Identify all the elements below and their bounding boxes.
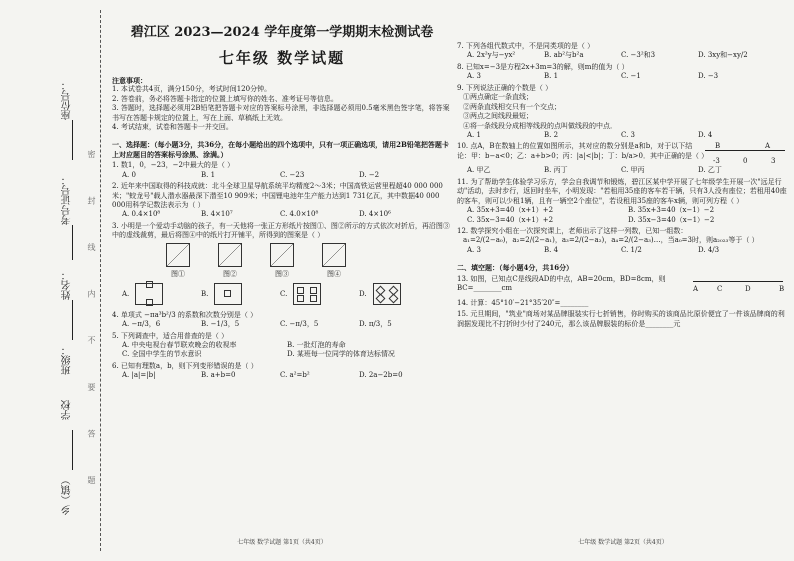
page-one	[112, 0, 452, 561]
option: D. 2a−2b=0	[359, 371, 403, 380]
question-12-options	[457, 246, 789, 255]
question-2: 2. 近年来中国取得的科技成就：北斗全球卫星导航系统平均精度2～3米；中国高铁运营里程超40 000 000米；"蛟龙号"载人潜水器最深下潜至10 909米；中国锂电池年生产能力达到1 731亿瓦，其中数据40 000 000用科学记数法表示为（ ）	[112, 182, 443, 210]
school-line	[72, 430, 73, 470]
question-11-options	[457, 206, 789, 225]
question-10-options	[457, 166, 789, 175]
question-15: 15. 元旦期间，"筑业"商场对某品牌服装实行七折销售，你时购买的该商品比原价便宜了一件该品牌商的利润据发现比不打折时少付了240元，那么该品牌服装的标价是________元	[457, 310, 785, 328]
option: C. 4.0×10⁸	[280, 210, 319, 219]
option: A. 1	[467, 130, 481, 139]
option	[201, 283, 280, 305]
figure-label: 图④	[327, 270, 341, 279]
segment-figure	[693, 275, 789, 297]
option: C. −π/3，5	[280, 320, 319, 329]
option: C. 3	[621, 130, 636, 139]
figure-label: 图①	[171, 270, 185, 279]
fold-figure	[308, 243, 360, 280]
option: C. 1/2	[621, 245, 642, 254]
page-two	[457, 0, 789, 561]
question-5: 5. 下列调查中，适合用普查的是（ ）	[112, 331, 229, 340]
exam-no-line	[72, 225, 73, 260]
option: B. 2	[544, 130, 559, 139]
question-13	[457, 275, 789, 297]
option: A. 2x²y与−yx²	[467, 51, 516, 60]
option: D. −3	[698, 72, 719, 81]
option: C. −23	[280, 170, 305, 179]
figure-label: 图③	[275, 270, 289, 279]
option: D. 某班每一位同学的体育达标情况	[287, 350, 395, 359]
question-12-formula: a₁=2/(2−a₀)，a₂=2/(2−a₁)，a₃=2/(2−a₂)，a₄=2/(2−a₃)…，当a₀=3时，则a₂₀₂₃等于（ ）	[463, 236, 759, 245]
note-item: 4. 考试结束，试卷和答题卡一并交回。	[112, 122, 233, 131]
question-7: 7. 下列各组代数式中，不是同类项的是（ ）	[457, 42, 595, 50]
exam-no-label: 考号证号：	[62, 175, 73, 225]
point-label: B	[715, 142, 721, 151]
option: B. 4×10⁷	[201, 210, 233, 219]
question-5-options	[112, 341, 452, 360]
question-11: 11. 为了帮助学生体验学习乐方，学会自我调节和锻炼，碧江区某中学开展了七年级学生开展一次"远足行动"活动，去时步行，返回时坐车，小明发现："若租用35座的客车若干辆，只有3人没有座位；若租用40座的客车，则可以少租1辆，且有一辆空2个座位"，若设租用35座的客车x辆，则可列方程（ ）	[457, 177, 787, 205]
option: D. 35x−3=40（x−1）−2	[628, 215, 715, 224]
option: B. 35x+3=40（x−1）−2	[628, 206, 715, 215]
exam-subtitle: 七年级 数学试题	[218, 48, 346, 67]
question-3: 3. 小明是一个爱动手动脑的孩子，有一天他将一张正方形纸片按图①、图②所示的方式依次对折后，再沿图③中的虚线裁剪，最后将图④中的纸片打开铺平，所得到的图案是（ ）	[112, 221, 450, 240]
option: B. 1	[544, 72, 559, 81]
name-label: 姓名：	[62, 270, 73, 300]
school-label: 学校	[62, 400, 73, 420]
option	[122, 283, 201, 305]
option: A. 3	[467, 72, 481, 81]
option: B. a+b=0	[201, 371, 236, 380]
fold-figure	[256, 243, 308, 280]
option: B. −1/3，5	[201, 320, 240, 329]
page-footer: 七年级 数学试题 第1页（共4页）	[237, 538, 327, 546]
point-label: A	[693, 284, 699, 293]
option-label: D.	[359, 289, 367, 298]
question-2-options	[112, 210, 452, 219]
question-6: 6. 已知有理数a，b，则下列变形错误的是（ ）	[112, 361, 258, 370]
question-4: 4. 单项式 −πa³b²/3 的系数和次数分别是（ ）	[112, 310, 258, 319]
page-footer: 七年级 数学试题 第2页（共4页）	[578, 538, 668, 546]
question-9-statements	[457, 93, 789, 131]
note-item: 3. 答题时，选择题必须用2B铅笔把答题卡对应的答案标号涂黑，非选择题必须用0.5毫米黑色签字笔，将答案书写在答题卡规定的位置上，写在上面、草稿纸上无效。	[112, 104, 450, 122]
note-item: 2. 答卷前，务必将答题卡指定的位置上填写你的姓名、准考证号等信息。	[112, 94, 338, 103]
question-14: 14. 计算：45°10′−21°35′20″=________	[457, 298, 589, 307]
option: B. 4	[544, 245, 559, 254]
fold-figure	[204, 243, 256, 280]
fold-diagram	[166, 243, 190, 267]
question-8-options	[457, 72, 789, 81]
question-9: 9. 下列说法正确的个数是（ ）	[457, 83, 553, 92]
statement: ②两条直线相交只有一个交点；	[463, 102, 561, 111]
option: A. 35x+3=40（x+1）+2	[467, 206, 554, 215]
question-13-stem: 13. 如图，已知点C是线段AD的中点，AB=20cm，BD=8cm，则BC=________cm	[457, 274, 666, 293]
pattern-figure	[293, 283, 321, 305]
seal-text: 密 封 线 内 不 要 答 题	[87, 150, 96, 502]
option: C. −3²和3	[621, 51, 656, 60]
notes-heading: 注意事项：	[112, 75, 147, 85]
option: B. ab²与b²a	[544, 51, 584, 60]
exam-title: 碧江区 2023—2024 学年度第一学期期末检测试卷	[130, 25, 434, 40]
option: A. 3	[467, 245, 481, 254]
option: D. 4×10⁶	[359, 210, 391, 219]
point-label: C	[717, 284, 723, 293]
option: A. −π/3，6	[122, 320, 161, 329]
pattern-figure	[373, 283, 401, 305]
option: D. 乙丁	[698, 166, 722, 175]
town-label: 乡（镇）	[62, 475, 73, 515]
fold-diagram	[218, 243, 242, 267]
name-line	[72, 300, 73, 340]
question-6-options	[112, 371, 452, 380]
option: D. 3xy和−xy/2	[698, 51, 748, 60]
option: C. 甲丙	[621, 166, 645, 175]
option-label: B.	[201, 289, 209, 298]
point-label: B	[779, 284, 785, 293]
option: C. −1	[621, 72, 641, 81]
question-4-options	[112, 320, 452, 329]
question-10	[457, 142, 789, 166]
seal-dashed-line	[100, 10, 101, 551]
option: B. 1	[201, 170, 216, 179]
option: A. |a|=|b|	[122, 371, 156, 380]
option: D. −2	[359, 170, 380, 179]
section-two-heading: 二、填空题：（每小题4分，共16分）	[457, 263, 574, 273]
question-8: 8. 已知x=−3是方程2x+3m=3的解，则m的值为（ ）	[457, 62, 629, 71]
note-item: 1. 本试卷共4页，满分150分，考试时间120分钟。	[112, 85, 272, 94]
option-label: C.	[280, 289, 288, 298]
statement: ④将一条线段分成相等线段的点叫做线段的中点．	[463, 121, 617, 130]
seat-line	[72, 120, 73, 160]
statement: ①两点确定一条直线；	[463, 93, 533, 102]
tick-label: 3	[771, 157, 776, 166]
number-line-figure	[705, 142, 789, 166]
point-label: D	[745, 284, 751, 293]
fold-diagram	[322, 243, 346, 267]
class-label: 班级：	[62, 345, 73, 375]
tick-label: 0	[743, 157, 748, 166]
option: A. 甲乙	[467, 166, 491, 175]
seat-label: 座位号：	[62, 80, 73, 120]
option: A. 0.4×10⁸	[122, 210, 161, 219]
question-12: 12. 数学探究小组在一次探究课上，老师出示了这样一列数，已知一组数：	[457, 227, 688, 235]
fold-figure	[152, 243, 204, 280]
fold-diagram	[270, 243, 294, 267]
section-one-heading: 一、选择题：（每小题3分，共36分，在每小题给出的四个选项中，只有一项正确选项，请用2B铅笔把答题卡上对应题目的答案标号涂黑、涂满。）	[112, 140, 449, 159]
question-9-options	[457, 131, 789, 140]
point-label: A	[765, 142, 771, 151]
option: B. 一批灯泡的寿命	[287, 340, 346, 349]
option	[359, 283, 438, 305]
option: C. 全国中学生的节水意识	[122, 350, 202, 359]
option: D. π/3，5	[359, 320, 392, 329]
binding-strip	[0, 0, 110, 561]
question-1-options	[112, 171, 452, 180]
pattern-figure	[214, 283, 242, 305]
question-1: 1. 数1，0，−23，−2中最大的是（ ）	[112, 161, 235, 170]
statement: ③两点之间线段最短；	[463, 112, 533, 121]
option: D. 4/3	[698, 245, 720, 254]
tick-label: -3	[713, 157, 720, 166]
pattern-figure	[135, 283, 163, 305]
option: A. 中央电视台春节联欢晚会的收视率	[122, 340, 237, 349]
question-10-stem: 10. 点A，B在数轴上的位置如图所示，其对应的数分别是a和b，对于以下结论：甲：b−a<0；乙：a+b>0；丙：|a|<|b|；丁：b/a>0．其中正确的是（ ）	[457, 142, 709, 160]
option: D. 4	[698, 130, 713, 139]
option: C. a²=b²	[280, 371, 310, 380]
option-label: A.	[122, 289, 130, 298]
question-3-options	[112, 283, 452, 305]
figure-label: 图②	[223, 270, 237, 279]
option: B. 丙丁	[544, 166, 568, 175]
question-7-options	[457, 51, 789, 60]
segment-line	[693, 275, 783, 293]
option: A. 0	[122, 170, 136, 179]
question-3-figures	[112, 243, 452, 280]
option: C. 35x−3=40（x+1）+2	[467, 215, 554, 224]
option	[280, 283, 359, 305]
